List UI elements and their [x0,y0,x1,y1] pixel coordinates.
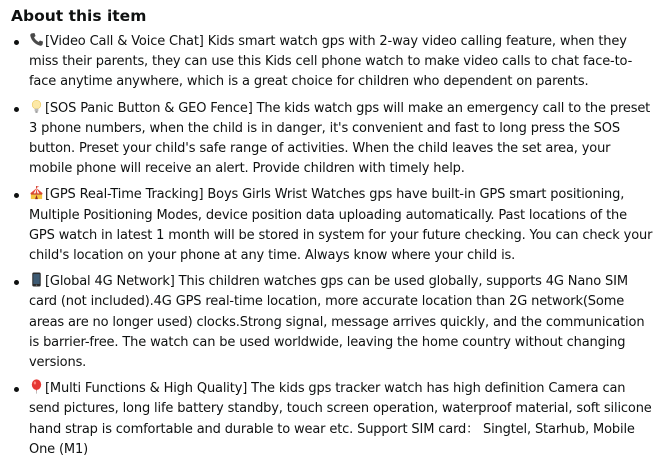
list-item [11,99,655,180]
list-item [11,185,655,266]
bullet-dot [14,193,19,198]
item-text: [Multi Functions & High Quality] The kids gps tracker watch has high definition Camera can send pictures, long life battery standby, touch screen operation, waterproof material, soft silicone hand strap is comfortable and durable to wear etc. Support SIM card： Singtel, Starhub, Mobile One (M1) [29,381,652,457]
item-text: [Global 4G Network] This children watches gps can be used globally, supports 4G Nano SIM card (not included).4G GPS real-time location, more accurate location than 2G network(Some areas are no longer used) clocks.Strong signal, message arrives quickly, and the communication is barrier-free. The watch can be used worldwide, leaving the home country without changing versions. [29,274,645,371]
item-text: [GPS Real-Time Tracking] Boys Girls Wrist Watches gps have built-in GPS smart positioning, Multiple Positioning Modes, device position data uploading automatically. Past locations of the GPS watch in latest 1 month will be stored in system for your future checking. You can check your child's location on your phone at any time. Always know where your child is. [29,187,653,264]
bullet-dot [14,387,19,392]
circus-tent-icon [29,185,44,200]
item-text: [SOS Panic Button & GEO Fence] The kids watch gps will make an emergency call to the preset 3 phone numbers, when the child is in danger, it's convenient and fast to long press the SOS button. Preset your child's safe range of activities. When the child leaves the set area, your mobile phone will receive an alert. Provide children with timely help. [29,100,651,177]
mobile-phone-icon [29,272,44,287]
list-item [11,379,655,460]
section-title: About this item [11,7,147,25]
telephone-icon [29,32,44,47]
feature-bullet-list [11,32,655,460]
list-item [11,272,655,373]
balloon-icon [29,379,44,394]
list-item [11,32,655,93]
bullet-dot [14,40,19,45]
item-text: [Video Call & Voice Chat] Kids smart watch gps with 2-way video calling feature, when they miss their parents, they can use this Kids cell phone watch to make video calls to chat face-to-face anytime anywhere, which is a great choice for children who dependent on parents. [29,34,633,90]
bullet-dot [14,280,19,285]
bullet-dot [14,107,19,112]
light-bulb-icon [29,99,44,114]
